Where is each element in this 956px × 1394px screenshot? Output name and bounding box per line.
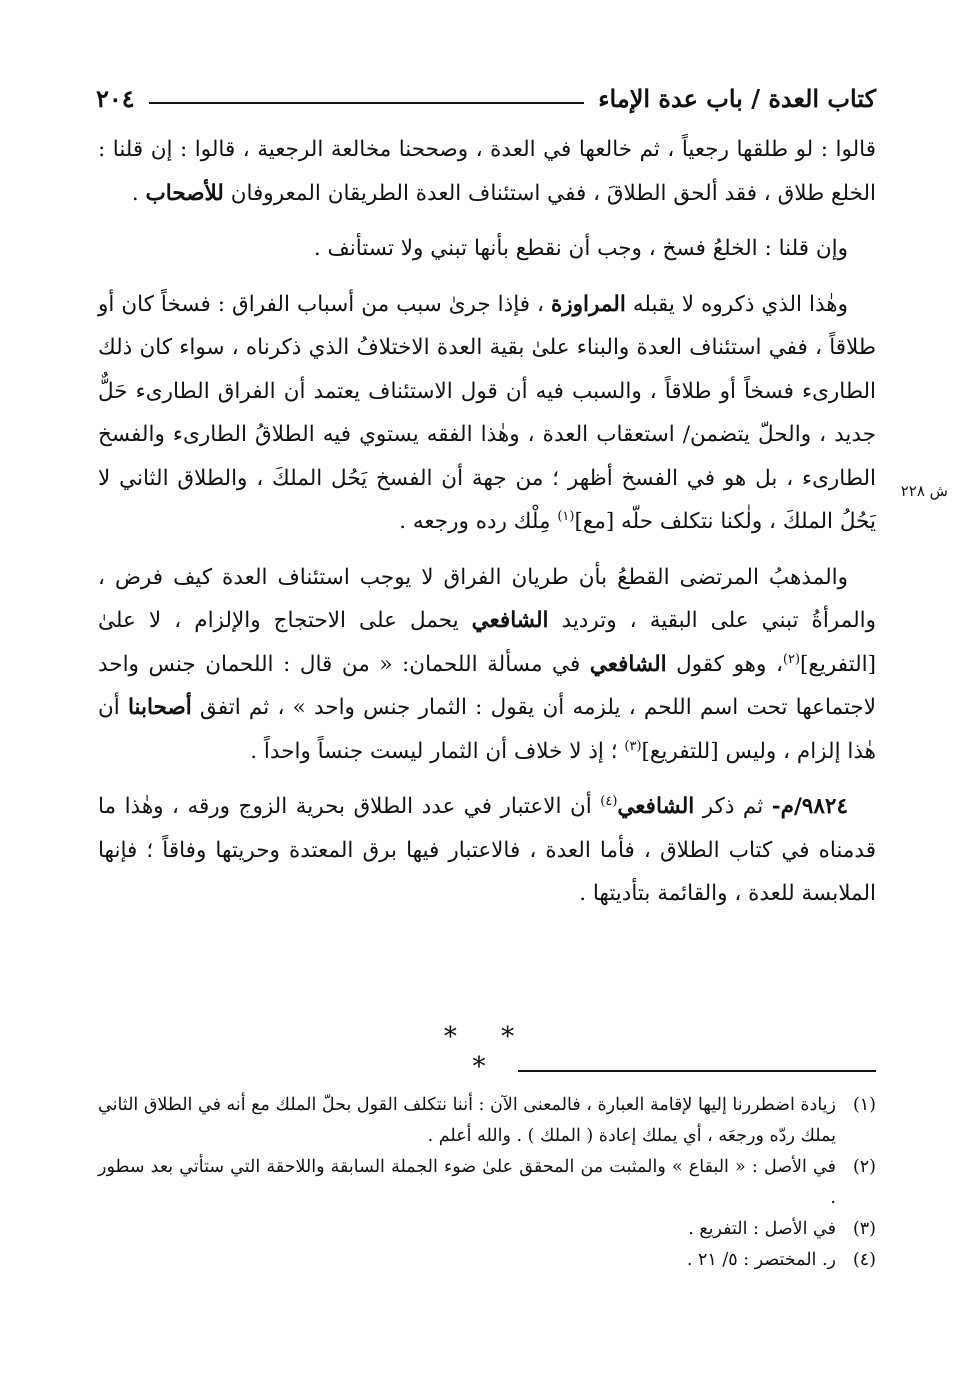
paragraph-2: وإن قلنا : الخلعُ فسخ ، وجب أن نقطع بأنها تبني ولا تستأنف .	[313, 236, 848, 261]
footnote-ref-4[interactable]: (٤)	[600, 793, 618, 809]
paragraph-1: قالوا : لو طلقها رجعياً ، ثم خالعها في العدة ، وصححنا مخالعة الرجعية ، قالوا : إن قلنا : الخلع طلاق ، فقد ألحق الطلاقَ ، ففي استئناف العدة الطريقان المعروفان للأصحاب .	[98, 137, 876, 206]
section-separator: * * *	[443, 1022, 533, 1082]
page-number: ٢٠٤	[96, 83, 135, 113]
page-header	[96, 78, 876, 118]
manuscript-folio-note: ش ٢٢٨	[900, 482, 948, 500]
footnote	[98, 1152, 876, 1214]
footnote-number: (٢)	[852, 1157, 876, 1177]
footnote-text: في الأصل : التفريع .	[688, 1219, 836, 1239]
footnotes	[98, 1090, 876, 1276]
footnote	[98, 1245, 876, 1276]
paragraph-3: وهٰذا الذي ذكروه لا يقبله المراوزة ، فإذا جرىٰ سبب من أسباب الفراق : فسخاً كان أو طلاقاً ، ففي استئناف العدة والبناء علىٰ بقية العدة الاختلافُ الذي ذكرناه ، سواء كان ذلك الطارىء فسخاً أو طلاقاً ، والسبب فيه أن قول الاستئناف يعتمد أن الفراق الطارىء حَلٌّ جديد ، والحلّ يتضمن/ استعقاب العدة ، وهٰذا الفقه يستوي فيه الطلاقُ الطارىء والفسخ الطارىء ، بل هو في الفسخ أظهر ؛ من جهة أن الفسخ يَحُل الملكَ ، والطلاق الثاني لا يَحُلُ الملكَ ، ولٰكنا نتكلف حلّه [مع]$^{(١)}$ مِلْك رده ورجعه .	[98, 291, 876, 534]
footnote-text: ر. المختصر : ٥/ ٢١ .	[686, 1250, 836, 1270]
issue-number: ٩٨٢٤/م-	[771, 794, 848, 819]
footnote-text: في الأصل : « البقاع » والمثبت من المحقق علىٰ ضوء الجملة السابقة واللاحقة التي ستأتي بعد سطور .	[98, 1157, 836, 1208]
running-title: كتاب العدة / باب عدة الإماء	[598, 83, 876, 113]
footnote-rule	[518, 1070, 876, 1072]
footnote-text: زيادة اضطررنا إليها لإقامة العبارة ، فالمعنى الآن : أننا نتكلف القول بحلّ الملك مع أنه في الطلاق الثاني يملك ردّه ورجعَه ، أي يملك إعادة ( الملك ) . والله أعلم .	[98, 1095, 837, 1146]
footnote-number: (١)	[852, 1095, 876, 1115]
footnote-number: (٤)	[852, 1250, 876, 1270]
footnote-ref-3[interactable]: (٣)	[624, 738, 642, 754]
footnote-number: (٣)	[852, 1219, 876, 1239]
footnote	[98, 1090, 876, 1152]
footnote-ref-1[interactable]: (١)	[557, 508, 575, 524]
paragraph-5: ٩٨٢٤/م- ثم ذكر الشافعي$^{(٤)}$ أن الاعتبار في عدد الطلاق بحرية الزوج ورقه ، وهٰذا ما قدمناه في كتاب الطلاق ، فأما العدة ، فالاعتبار فيها برق المعتدة وحريتها وفاقاً ؛ فإنها الملابسة للعدة ، والقائمة بتأديتها .	[98, 793, 876, 906]
paragraph-4: والمذهبُ المرتضى القطعُ بأن طريان الفراق لا يوجب استئناف العدة كيف فرض ، والمرأةُ تبني على البقية ، وترديد الشافعي يحمل على الاحتجاج والإلزام ، لا علىٰ [التفريع]$^{(٢)}$، وهو كقول الشافعي في مسألة اللحمان: « من قال : اللحمان جنس واحد لاجتماعها تحت اسم اللحم ، يلزمه أن يقول : الثمار جنس واحد » ، ثم اتفق أصحابنا أن هٰذا إلزام ، وليس [للتفريع]$^{(٣)}$ ؛ إذ لا خلاف أن الثمار ليست جنساً واحداً .	[98, 564, 876, 764]
footnote-ref-2[interactable]: (٢)	[782, 651, 801, 667]
footnote	[98, 1214, 876, 1245]
main-text	[98, 128, 876, 928]
header-rule	[149, 102, 585, 104]
